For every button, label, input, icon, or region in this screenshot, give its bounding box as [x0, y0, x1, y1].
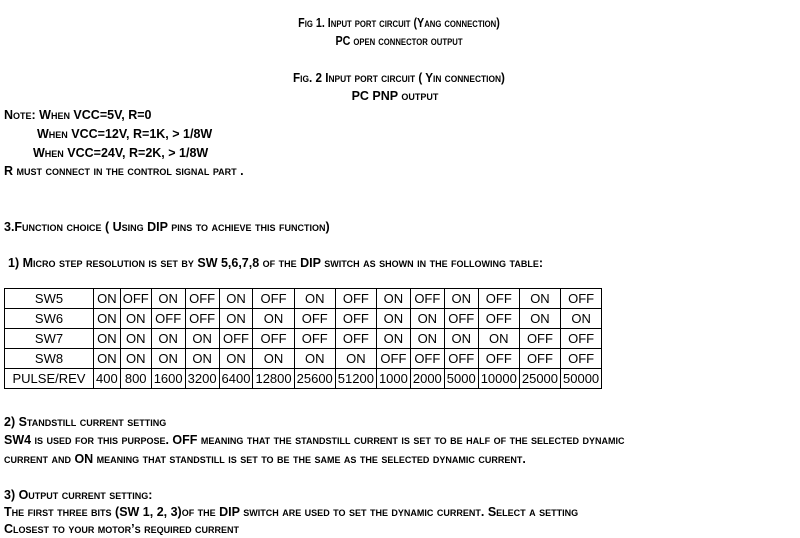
- table-cell: OFF: [185, 309, 219, 329]
- table-cell: 12800: [253, 369, 294, 389]
- table-cell: OFF: [120, 289, 151, 309]
- table-cell: 800: [120, 369, 151, 389]
- table-cell: ON: [335, 349, 376, 369]
- table-cell: ON: [219, 289, 253, 309]
- table-cell: ON: [94, 289, 121, 309]
- table-cell: ON: [519, 289, 560, 309]
- output-current-line-1: The first three bits (SW 1, 2, 3)of the DIP switch are used to set the dynamic current. Select a setting: [4, 505, 579, 519]
- table-cell: ON: [120, 349, 151, 369]
- table-cell: OFF: [253, 329, 294, 349]
- table-cell: 6400: [219, 369, 253, 389]
- standstill-heading: 2) Standstill current setting: [4, 415, 167, 429]
- table-cell: OFF: [519, 349, 560, 369]
- standstill-line-2: current and ON meaning that standstill is set to be the same as the selected dynamic current.: [4, 452, 526, 466]
- table-cell: 400: [94, 369, 121, 389]
- table-cell: ON: [519, 309, 560, 329]
- note-line-4: R must connect in the control signal part .: [4, 164, 244, 178]
- row-label: SW5: [5, 289, 94, 309]
- table-cell: ON: [219, 349, 253, 369]
- table-cell: OFF: [478, 349, 519, 369]
- table-cell: ON: [94, 349, 121, 369]
- table-cell: OFF: [151, 309, 185, 329]
- fig2-subtitle: PC PNP output: [351, 89, 439, 103]
- table-cell: ON: [561, 309, 602, 329]
- table-cell: ON: [376, 329, 410, 349]
- table-cell: 3200: [185, 369, 219, 389]
- note-line-2: When VCC=12V, R=1K, > 1/8W: [37, 127, 213, 141]
- fig1-subtitle: PC open connector output: [335, 34, 463, 48]
- table-cell: OFF: [561, 289, 602, 309]
- table-cell: ON: [253, 309, 294, 329]
- table-cell: OFF: [410, 349, 444, 369]
- table-cell: 50000: [561, 369, 602, 389]
- table-cell: OFF: [478, 289, 519, 309]
- table-cell: ON: [120, 329, 151, 349]
- note-line-1: Note: When VCC=5V, R=0: [4, 108, 152, 122]
- table-cell: ON: [151, 289, 185, 309]
- fig2-title: Fig. 2 Input port circuit ( Yin connection): [293, 71, 505, 85]
- table-cell: OFF: [294, 329, 335, 349]
- table-cell: ON: [410, 329, 444, 349]
- table-cell: OFF: [335, 329, 376, 349]
- table-row-sw7: [5, 329, 602, 349]
- table-row-sw6: [5, 309, 602, 329]
- table-cell: 2000: [410, 369, 444, 389]
- table-cell: ON: [294, 349, 335, 369]
- table-cell: 1600: [151, 369, 185, 389]
- table-cell: OFF: [410, 289, 444, 309]
- table-cell: 1000: [376, 369, 410, 389]
- table-cell: ON: [94, 329, 121, 349]
- fig1-title: Fig 1. Input port circuit (Yang connection): [298, 16, 500, 30]
- table-cell: ON: [185, 349, 219, 369]
- table-cell: OFF: [185, 289, 219, 309]
- table-cell: ON: [219, 309, 253, 329]
- table-cell: 10000: [478, 369, 519, 389]
- table-cell: OFF: [335, 309, 376, 329]
- table-cell: OFF: [561, 349, 602, 369]
- row-label: PULSE/REV: [5, 369, 94, 389]
- table-cell: 5000: [444, 369, 478, 389]
- table-cell: OFF: [561, 329, 602, 349]
- table-cell: ON: [294, 289, 335, 309]
- table-cell: OFF: [294, 309, 335, 329]
- table-cell: ON: [410, 309, 444, 329]
- table-row-sw8: [5, 349, 602, 369]
- table-cell: ON: [253, 349, 294, 369]
- dip-switch-table: [4, 288, 602, 389]
- micro-step-text: 1) Micro step resolution is set by SW 5,6,7,8 of the DIP switch as shown in the following table:: [8, 256, 544, 270]
- table-cell: ON: [151, 329, 185, 349]
- table-row-pulse-rev: [5, 369, 602, 389]
- table-cell: ON: [478, 329, 519, 349]
- table-cell: ON: [376, 309, 410, 329]
- table-cell: 25600: [294, 369, 335, 389]
- table-cell: OFF: [376, 349, 410, 369]
- table-row-sw5: [5, 289, 602, 309]
- table-cell: OFF: [444, 309, 478, 329]
- output-current-heading: 3) Output current setting:: [4, 488, 153, 502]
- table-cell: ON: [444, 329, 478, 349]
- standstill-line-1: SW4 is used for this purpose. OFF meaning that the standstill current is set to be half of the selected dynamic: [4, 433, 625, 447]
- note-line-3: When VCC=24V, R=2K, > 1/8W: [33, 146, 209, 160]
- table-cell: ON: [376, 289, 410, 309]
- row-label: SW7: [5, 329, 94, 349]
- table-cell: ON: [120, 309, 151, 329]
- table-cell: OFF: [335, 289, 376, 309]
- table-cell: 25000: [519, 369, 560, 389]
- table-cell: OFF: [478, 309, 519, 329]
- table-cell: ON: [94, 309, 121, 329]
- table-cell: ON: [151, 349, 185, 369]
- table-cell: ON: [444, 289, 478, 309]
- table-cell: OFF: [519, 329, 560, 349]
- table-cell: OFF: [219, 329, 253, 349]
- row-label: SW8: [5, 349, 94, 369]
- table-cell: 51200: [335, 369, 376, 389]
- output-current-line-2: Closest to your motor’s required current: [4, 522, 240, 536]
- table-cell: OFF: [253, 289, 294, 309]
- section3-heading: 3.Function choice ( Using DIP pins to achieve this function): [4, 220, 330, 234]
- table-cell: ON: [185, 329, 219, 349]
- row-label: SW6: [5, 309, 94, 329]
- table-cell: OFF: [444, 349, 478, 369]
